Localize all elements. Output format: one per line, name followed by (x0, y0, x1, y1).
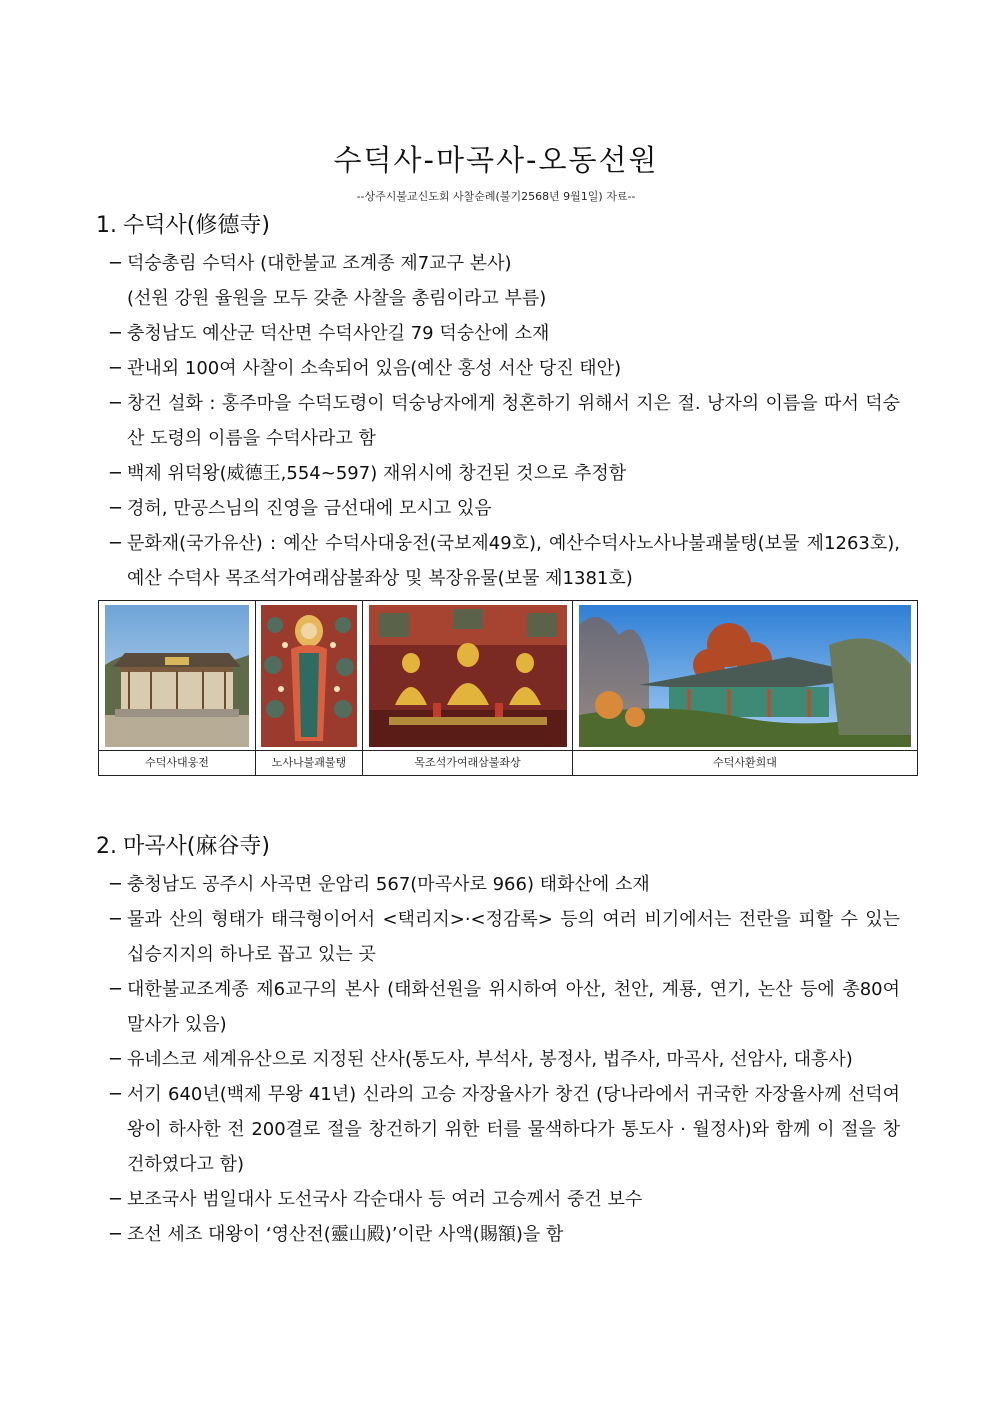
list-item-text: 관내외 100여 사찰이 소속되어 있음(예산 홍성 서산 당진 태안) (127, 358, 622, 379)
photo-cell (256, 601, 363, 775)
list-item (110, 1077, 900, 1182)
dash-marker: ─ (110, 1084, 121, 1105)
list-item-text: 물과 산의 형태가 태극형이어서 <택리지>·<정감록> 등의 여러 비기에서는 전란을 피할 수 있는 십승지지의 하나로 꼽고 있는 곳 (127, 909, 900, 965)
section-title: 수덕사(修德寺) (123, 213, 270, 238)
dash-marker: ─ (110, 393, 121, 414)
list-item (110, 526, 900, 596)
temple-autumn-photo-icon (579, 605, 911, 747)
section-number: 1. (96, 213, 117, 238)
list-item (110, 246, 900, 281)
list-item (110, 386, 900, 456)
buddhist-painting-photo-icon (261, 605, 357, 747)
list-item-text: 경허, 만공스님의 진영을 금선대에 모시고 있음 (127, 498, 492, 519)
section-heading-magoksa (96, 829, 270, 860)
list-item (110, 1182, 900, 1217)
list-item-text: 덕숭총림 수덕사 (대한불교 조계종 제7교구 본사) (127, 253, 512, 274)
photo-caption: 수덕사대웅전 (145, 756, 209, 769)
dash-marker: ─ (110, 253, 121, 274)
section-number: 2. (96, 834, 117, 859)
list-item (110, 316, 900, 351)
list-item-text: 서기 640년(백제 무왕 41년) 신라의 고승 자장율사가 창건 (당나라에서 귀국한 자장율사께 선덕여왕이 하사한 전 200결로 절을 창건하기 위한 터를 물색하다가 통도사 · 월정사)와 함께 이 절을 창건하였다고 함) (127, 1084, 900, 1175)
section-heading-sudeoksa (96, 208, 270, 239)
photo-caption: 수덕사환희대 (713, 756, 777, 769)
list-item-text: 대한불교조계종 제6교구의 본사 (태화선원을 위시하여 아산, 천안, 계룡, 연기, 논산 등에 총80여 말사가 있음) (127, 979, 900, 1035)
document-subtitle: --상주시불교신도회 사찰순례(불기2568년 9월1일) 자료-- (356, 190, 636, 203)
temple-hall-photo-icon (105, 605, 249, 747)
list-item-text: 보조국사 범일대사 도선국사 각순대사 등 여러 고승께서 중건 보수 (127, 1189, 643, 1210)
list-item (110, 902, 900, 972)
dash-marker: ─ (110, 463, 121, 484)
list-item-text: 창건 설화 : 홍주마을 수덕도령이 덕숭낭자에게 청혼하기 위해서 지은 절. 낭자의 이름을 따서 덕숭산 도령의 이름을 수덕사라고 함 (127, 393, 900, 449)
photo-cell (363, 601, 573, 775)
photo-caption: 노사나불괘불탱 (271, 756, 347, 769)
dash-marker: ─ (110, 1189, 121, 1210)
document-title: 수덕사-마곡사-오동선원 (333, 143, 659, 177)
golden-buddha-statues-photo-icon (369, 605, 567, 747)
list-item (110, 351, 900, 386)
dash-marker: ─ (110, 358, 121, 379)
photo-cell (573, 601, 917, 775)
list-item-text: 백제 위덕왕(威德王,554~597) 재위시에 창건된 것으로 추정함 (127, 463, 627, 484)
photo-cell (99, 601, 256, 775)
dash-marker: ─ (110, 909, 121, 930)
section-list-sudeoksa (110, 246, 900, 596)
dash-marker: ─ (110, 1224, 121, 1245)
dash-marker: ─ (110, 979, 121, 1000)
photo-table (98, 600, 918, 776)
list-item-text: 유네스코 세계유산으로 지정된 산사(통도사, 부석사, 봉정사, 법주사, 마곡사, 선암사, 대흥사) (127, 1049, 853, 1070)
list-item (110, 867, 900, 902)
dash-marker: ─ (110, 1049, 121, 1070)
list-item-text: (선원 강원 율원을 모두 갖춘 사찰을 총림이라고 부름) (127, 288, 547, 309)
list-item (110, 972, 900, 1042)
list-item (110, 1042, 900, 1077)
dash-marker: ─ (110, 323, 121, 344)
dash-marker: ─ (110, 498, 121, 519)
list-item (110, 456, 900, 491)
list-item-text: 충청남도 예산군 덕산면 수덕사안길 79 덕숭산에 소재 (127, 323, 550, 344)
list-item (110, 1217, 900, 1252)
dash-marker: ─ (110, 533, 121, 554)
list-item-text: 문화재(국가유산) : 예산 수덕사대웅전(국보제49호), 예산수덕사노사나불괘불탱(보물 제1263호), 예산 수덕사 목조석가여래삼불좌상 및 복장유물(보물 제1381호) (127, 533, 900, 589)
photo-caption: 목조석가여래삼불좌상 (414, 756, 521, 769)
list-item-text: 충청남도 공주시 사곡면 운암리 567(마곡사로 966) 태화산에 소재 (127, 874, 650, 895)
dash-marker: ─ (110, 874, 121, 895)
list-item (110, 281, 900, 316)
section-list-magoksa (110, 867, 900, 1252)
list-item-text: 조선 세조 대왕이 ‘영산전(靈山殿)’이란 사액(賜額)을 함 (127, 1224, 564, 1245)
section-title: 마곡사(麻谷寺) (123, 834, 270, 859)
list-item (110, 491, 900, 526)
